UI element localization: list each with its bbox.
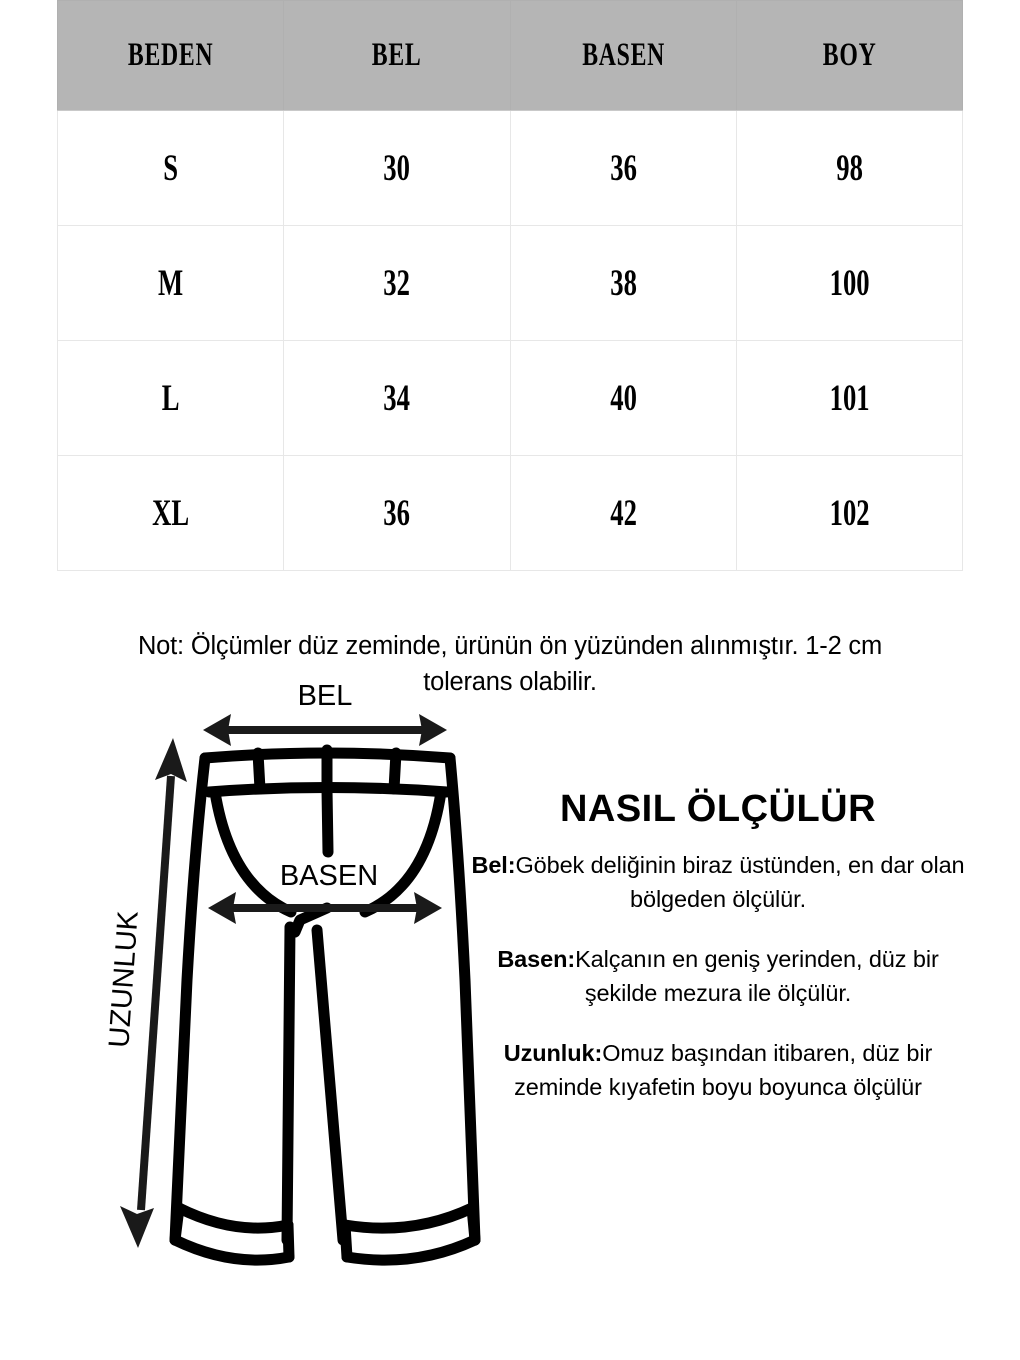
cell-value: 38	[609, 262, 637, 304]
column-header-boy-label: BOY	[822, 37, 877, 73]
column-header-beden-label: BEDEN	[127, 37, 214, 73]
cell-beden	[58, 226, 284, 341]
how-to-measure-block	[462, 786, 974, 1104]
column-header-bel	[284, 1, 510, 111]
cell-value: S	[163, 147, 179, 189]
right-inseam	[317, 930, 343, 1240]
right-pocket-line	[365, 792, 441, 912]
right-hem-edge-outer	[472, 1208, 475, 1240]
cell-value: 32	[383, 262, 411, 304]
cell-basen	[510, 226, 736, 341]
table-body	[58, 111, 963, 571]
basen-label: BASEN	[279, 860, 379, 892]
cell-bel	[284, 341, 510, 456]
cell-value: 30	[383, 147, 411, 189]
trouser-measurement-diagram	[95, 680, 515, 1320]
cell-beden	[58, 341, 284, 456]
table-row	[58, 111, 963, 226]
cell-basen	[510, 341, 736, 456]
cell-bel	[284, 226, 510, 341]
cell-value: 42	[609, 492, 637, 534]
right-hem-bottom	[347, 1240, 475, 1260]
table-row	[58, 226, 963, 341]
column-header-basen	[510, 1, 736, 111]
right-hem-top	[345, 1208, 472, 1228]
column-header-boy	[736, 1, 962, 111]
left-hem-bottom	[175, 1240, 289, 1260]
bel-label: BEL	[297, 680, 353, 712]
cell-beden	[58, 111, 284, 226]
cell-boy	[736, 111, 962, 226]
table-row	[58, 341, 963, 456]
cell-value: XL	[152, 492, 190, 534]
cell-value: 102	[829, 492, 870, 534]
cell-value: 40	[609, 377, 637, 419]
left-pocket-line	[215, 792, 291, 912]
cell-boy	[736, 226, 962, 341]
cell-boy	[736, 456, 962, 571]
basen-measure-arrow	[208, 892, 442, 924]
cell-value: L	[161, 377, 180, 419]
left-side-seam	[175, 758, 205, 1240]
left-hem-edge-outer	[175, 1208, 179, 1240]
right-hem-edge-inner	[345, 1225, 347, 1257]
size-table	[57, 0, 963, 571]
measure-instruction-basen	[462, 942, 974, 1010]
uzunluk-label: UZUNLUK	[103, 909, 145, 1049]
cell-basen	[510, 111, 736, 226]
measure-term-bel: Bel:	[471, 852, 516, 878]
column-header-basen-label: BASEN	[581, 37, 665, 73]
measurement-note: Not: Ölçümler düz zeminde, ürünün ön yüzünden alınmıştır. 1-2 cm tolerans olabilir.	[137, 632, 883, 696]
table-row	[58, 456, 963, 571]
left-hem-top	[179, 1208, 288, 1228]
how-to-measure-title: NASIL ÖLÇÜLÜR	[559, 788, 877, 830]
measure-term-basen: Basen:	[497, 946, 576, 972]
belt-loop-right	[394, 753, 396, 789]
measure-text-basen: Kalçanın en geniş yerinden, düz bir şekilde mezura ile ölçülür.	[575, 946, 939, 1006]
measure-text-uzunluk: Omuz başından itibaren, düz bir zeminde kıyafetin boyu boyunca ölçülür	[514, 1040, 933, 1100]
left-hem-edge-inner	[288, 1225, 289, 1257]
cell-beden	[58, 456, 284, 571]
cell-value: 98	[836, 147, 863, 189]
bel-measure-arrow	[203, 714, 447, 746]
cell-value: 100	[829, 262, 870, 304]
table-header-row	[58, 1, 963, 111]
fly-line	[327, 790, 328, 852]
cell-value: 34	[383, 377, 411, 419]
measure-instruction-bel	[462, 848, 974, 916]
measure-instruction-uzunluk	[462, 1036, 974, 1104]
cell-basen	[510, 456, 736, 571]
measure-term-uzunluk: Uzunluk:	[503, 1040, 603, 1066]
belt-loop-left	[258, 753, 260, 789]
cell-value: 36	[609, 147, 637, 189]
cell-bel	[284, 456, 510, 571]
cell-value: 36	[383, 492, 411, 534]
measure-text-bel: Göbek deliğinin biraz üstünden, en dar olan bölgeden ölçülür.	[515, 852, 965, 912]
cell-value: 101	[829, 377, 870, 419]
cell-boy	[736, 341, 962, 456]
column-header-bel-label: BEL	[372, 37, 422, 73]
left-inseam	[287, 927, 290, 1240]
cell-value: M	[158, 262, 184, 304]
column-header-beden	[58, 1, 284, 111]
table-header	[58, 1, 963, 111]
cell-bel	[284, 111, 510, 226]
